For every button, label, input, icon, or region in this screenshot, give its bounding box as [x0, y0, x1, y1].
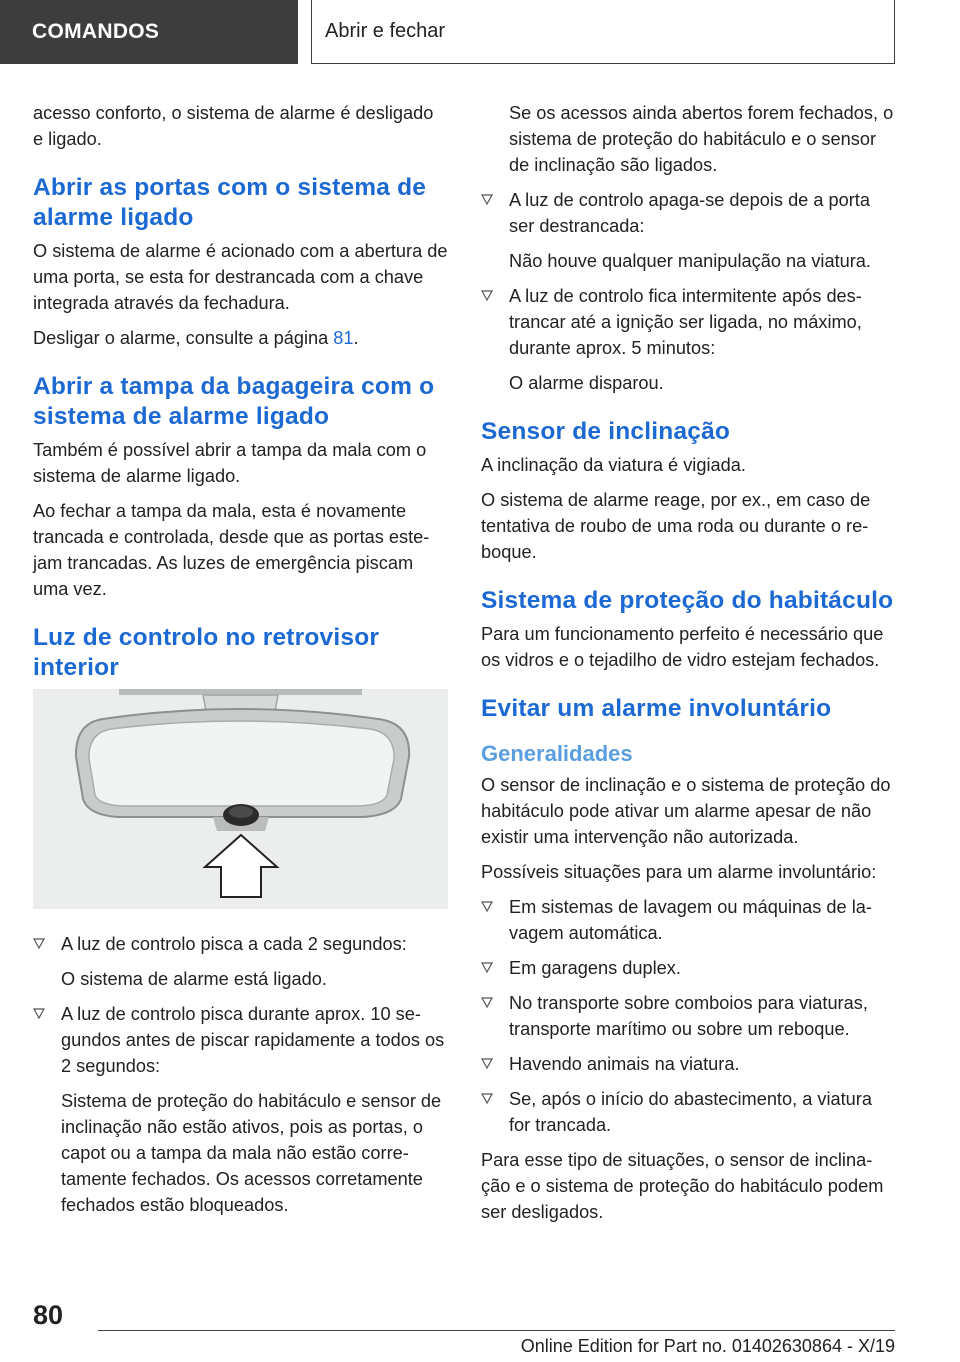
left-column	[33, 100, 448, 1227]
chapter-title: Abrir e fechar	[325, 20, 446, 42]
section-heading: Abrir as portas com o sistema de alarme ligado	[33, 174, 427, 231]
chapter-tab	[311, 0, 895, 64]
list-item	[481, 187, 895, 274]
page-number: 80	[33, 1300, 64, 1330]
subsection-heading: Generalidades	[481, 741, 633, 766]
list-item-detail: Sistema de proteção do habitáculo e sensor de inclinação não estão ativos, pois as portas, o capot ou a tampa da mala não estão corretamente fechados. Os acessos corretamente fechados estão bloqueados.	[61, 1091, 442, 1215]
triangle-bullet-icon	[481, 962, 493, 974]
section-heading: Evitar um alarme involuntário	[481, 695, 832, 722]
list-item-text: A luz de controlo apaga-se depois de a porta ser destrancada:	[509, 190, 870, 236]
list-item-text: Havendo animais na viatura.	[509, 1054, 740, 1074]
list-item	[481, 990, 895, 1042]
list-item	[481, 894, 895, 946]
paragraph: Ao fechar a tampa da mala, esta é novamente trancada e controlada, desde que as portas estejam trancadas. As luzes de emergência piscam uma vez.	[33, 501, 430, 599]
paragraph	[33, 325, 448, 351]
triangle-bullet-icon	[481, 1093, 493, 1105]
list-item-text: A luz de controlo pisca durante aprox. 10 segundos antes de piscar rapidamente a todos os 2 segundos:	[61, 1004, 445, 1076]
list-item	[481, 955, 895, 981]
section-heading: Sensor de inclinação	[481, 418, 731, 445]
rearview-mirror-figure	[33, 689, 448, 909]
right-column	[481, 100, 895, 1234]
section-heading: Abrir a tampa da bagageira com o sistema de alarme ligado	[33, 373, 435, 430]
triangle-bullet-icon	[481, 194, 493, 206]
paragraph: Se os acessos ainda abertos forem fechados, o sistema de proteção do habitáculo e o sensor de inclinação são ligados.	[509, 103, 894, 175]
section-title: COMANDOS	[32, 20, 160, 43]
text: .	[353, 328, 359, 348]
triangle-bullet-icon	[33, 1008, 45, 1020]
paragraph: Para esse tipo de situações, o sensor de inclinação e o sistema de proteção do habitáculo podem ser desligados.	[481, 1150, 884, 1222]
footer-edition: Online Edition for Part no. 01402630864 - X/19	[520, 1336, 895, 1356]
triangle-bullet-icon	[481, 1058, 493, 1070]
list-item-text: A luz de controlo pisca a cada 2 segundos:	[61, 934, 407, 954]
footer-divider	[98, 1330, 895, 1331]
triangle-bullet-icon	[481, 290, 493, 302]
triangle-bullet-icon	[481, 997, 493, 1009]
paragraph: O sistema de alarme reage, por ex., em caso de tentativa de roubo de uma roda ou durante o reboque.	[481, 490, 871, 562]
list-item	[481, 283, 895, 396]
list-item-detail: O sistema de alarme está ligado.	[61, 969, 327, 989]
paragraph: A inclinação da viatura é vigiada.	[481, 455, 746, 475]
paragraph: Também é possível abrir a tampa da mala com o sistema de alarme ligado.	[33, 440, 427, 486]
list-item-text: Em sistemas de lavagem ou máquinas de lavagem automática.	[509, 897, 872, 943]
list-item-text: No transporte sobre comboios para viaturas, transporte marítimo ou sobre um reboque.	[509, 993, 868, 1039]
list-item-detail: Não houve qualquer manipulação na viatura.	[509, 251, 871, 271]
paragraph: O sistema de alarme é acionado com a abertura de uma porta, se esta for destrancada com a chave integrada através da fechadura.	[33, 241, 448, 313]
list-item	[481, 1086, 895, 1138]
triangle-bullet-icon	[481, 901, 493, 913]
list-item-text: Se, após o início do abastecimento, a viatura for trancada.	[509, 1089, 872, 1135]
paragraph: acesso conforto, o sistema de alarme é desligado e ligado.	[33, 103, 434, 149]
list-item	[33, 1001, 448, 1218]
section-heading: Luz de controlo no retrovisor interior	[33, 624, 380, 681]
triangle-bullet-icon	[33, 938, 45, 950]
list-item-detail: O alarme disparou.	[509, 373, 664, 393]
list-item	[481, 1051, 895, 1077]
section-heading: Sistema de proteção do habitáculo	[481, 587, 894, 614]
paragraph: Possíveis situações para um alarme involuntário:	[481, 862, 877, 882]
list-item-text: Em garagens duplex.	[509, 958, 681, 978]
section-tab	[0, 0, 298, 64]
paragraph: O sensor de inclinação e o sistema de proteção do habitáculo pode ativar um alarme apesar de não existir uma intervenção não autorizada.	[481, 775, 891, 847]
list-item-text: A luz de controlo fica intermitente após destrancar até a ignição ser ligada, no máximo, durante aprox. 5 minutos:	[509, 286, 862, 358]
page-link[interactable]: 81	[333, 328, 354, 348]
list-item	[33, 931, 448, 992]
paragraph: Para um funcionamento perfeito é necessário que os vidros e o tejadilho de vidro estejam fechados.	[481, 624, 884, 670]
text: Desligar o alarme, consulte a página	[33, 328, 334, 348]
